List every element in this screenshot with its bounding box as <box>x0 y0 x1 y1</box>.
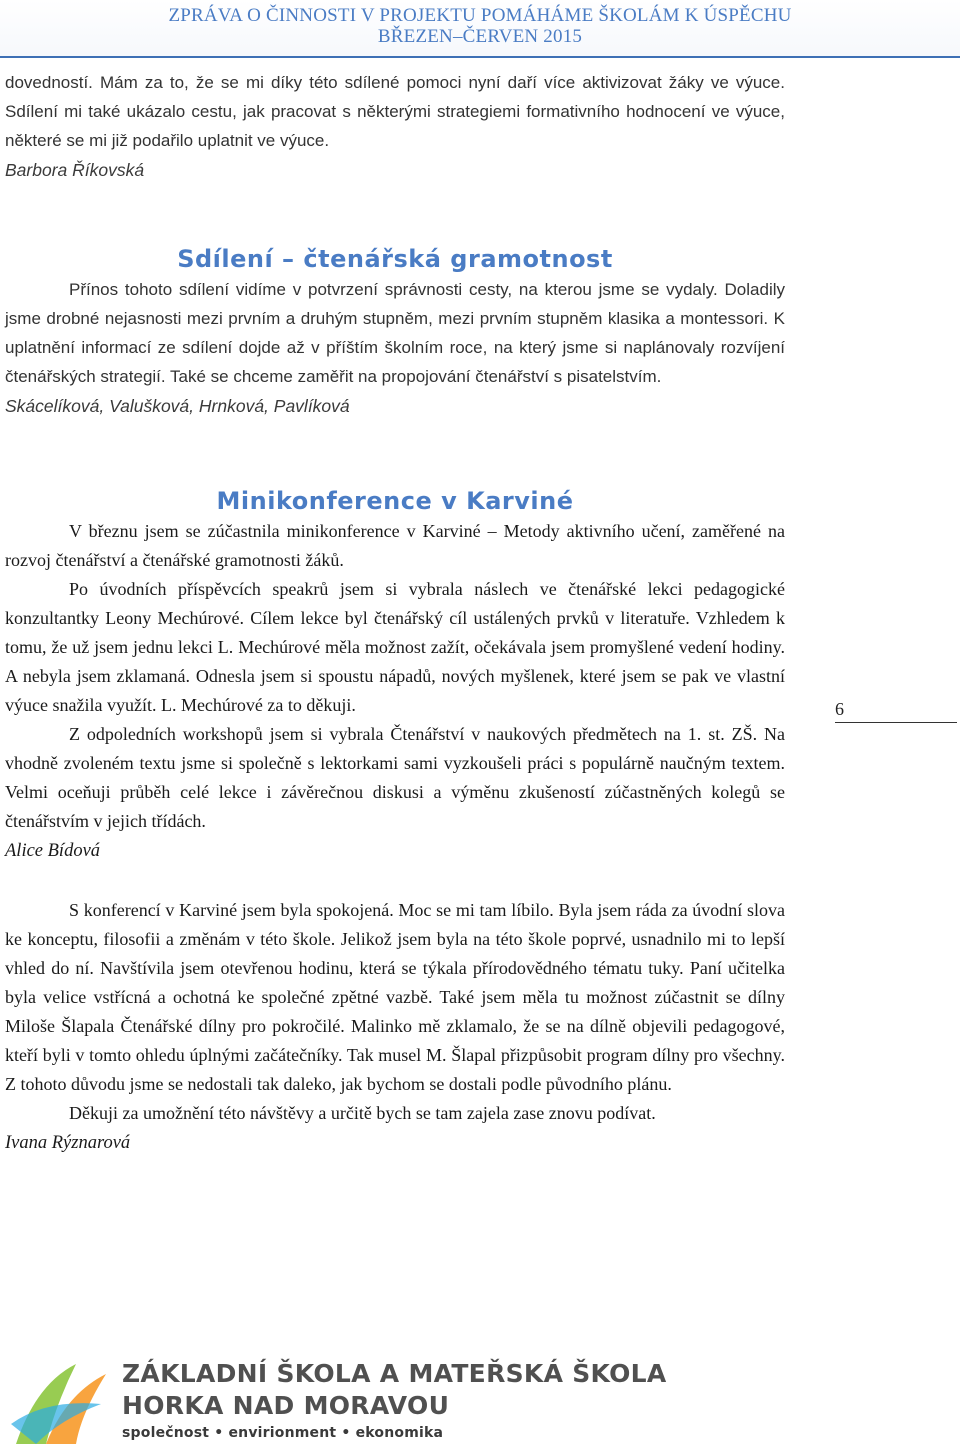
paragraph: Přínos tohoto sdílení vidíme v potvrzení správnosti cesty, na kterou jsme se vydaly. Doladily jsme drobné nejasnosti mezi prvním a druhým stupněm, mezi prvním stupněm klasika a montessori. K uplatnění informací ze sdílení dojde až v příštím školním roce, na který jsme si naplánovaly rozvíjení čtenářských strategií. Také se chceme zaměřit na propojování čtenářství s pisatelstvím. <box>5 280 785 386</box>
paragraph: Po úvodních příspěvcích speakrů jsem si vybrala náslech ve čtenářské lekci pedagogické konzultantky Leony Mechúrové. Cílem lekce byl čtenářský cíl ustálených prvků v literatuře. Vzhledem k tomu, že už jsem jednu lekci L. Mechúrové měla možnost zažít, očekávala jsem promyšlené vedení hodiny. A nebyla jsem zklamaná. Odnesla jsem si spoustu nápadů, nových myšlenek, které jsem se pak ve vlastní výuce snažila využít. L. Mechúrové za to děkuji. <box>5 579 785 715</box>
signature: Alice Bídová <box>5 841 101 861</box>
signature: Skácelíková, Valušková, Hrnková, Pavlíková <box>5 396 350 416</box>
school-name <box>122 1358 667 1444</box>
signature: Ivana Rýznarová <box>5 1133 131 1153</box>
section-heading: Sdílení – čtenářská gramotnost <box>177 245 613 273</box>
section-konference-review <box>5 896 785 1158</box>
header-title: ZPRÁVA O ČINNOSTI V PROJEKTU POMÁHÁME ŠKOLÁM K ÚSPĚCHU <box>168 5 792 26</box>
section-intro <box>5 68 785 185</box>
paragraph: V březnu jsem se zúčastnila minikonference v Karviné – Metody aktivního učení, zaměřené na rozvoj čtenářství a čtenářské gramotnosti žáků. <box>5 521 785 570</box>
school-emblem-icon <box>6 1344 116 1454</box>
school-motto: společnost • envirionment • ekonomika <box>122 1425 444 1441</box>
school-name-line1: ZÁKLADNÍ ŠKOLA A MATEŘSKÁ ŠKOLA <box>122 1359 667 1388</box>
page-number: 6 <box>835 696 957 723</box>
section-sharing <box>5 243 785 421</box>
school-name-line2: HORKA NAD MORAVOU <box>122 1391 450 1420</box>
paragraph: S konferencí v Karviné jsem byla spokojená. Moc se mi tam líbilo. Byla jsem ráda za úvodní slova ke konceptu, filosofii a změnám v této škole. Jelikož jsem byla na této škole poprvé, usnadnilo mi to lepší vhled do ní. Navštívila jsem otevřenou hodinu, která se týkala přírodovědného tématu tuky. Paní učitelka byla velice vstřícná a ochotná ke společné zpětné vazbě. Také jsem měla tu možnost zúčastnit se dílny Miloše Šlapala Čtenářské dílny pro pokročilé. Malinko mě zklamalo, že se na dílně objevili pedagogové, kteří byli v tomto ohledu úplnými začátečníky. Tak musel M. Šlapal přizpůsobit program dílny pro všechny. Z tohoto důvodu jsme se nedostali tak daleko, jak bychom se dostali podle původního plánu. <box>5 900 785 1094</box>
school-logo <box>0 1340 960 1454</box>
paragraph: dovedností. Mám za to, že se mi díky této sdílené pomoci nyní daří více aktivizovat žáky ve výuce. Sdílení mi také ukázalo cestu, jak pracovat s některými strategiemi formativního hodnocení ve výuce, některé se mi již podařilo uplatnit ve výuce. <box>5 73 785 150</box>
header-period: BŘEZEN–ČERVEN 2015 <box>377 26 583 47</box>
paragraph: Děkuji za umožnění této návštěvy a určitě bych se tam zajela zase znovu podívat. <box>69 1103 656 1123</box>
section-heading: Minikonference v Karviné <box>216 487 574 515</box>
paragraph: Z odpoledních workshopů jsem si vybrala Čtenářství v naukových předmětech na 1. st. ZŠ. Na vhodně zvoleném textu jsme si společně s lektorkami sami vyzkoušeli práci s populárně naučným textem. Velmi oceňuji průběh celé lekce i závěrečnou diskusi a výměnu zkušeností zúčastněných kolegů se čtenářstvím v jejich třídách. <box>5 724 785 831</box>
signature: Barbora Říkovská <box>5 160 145 180</box>
page-header <box>0 0 960 58</box>
document-body <box>5 68 785 1158</box>
section-minikonference <box>5 485 785 866</box>
